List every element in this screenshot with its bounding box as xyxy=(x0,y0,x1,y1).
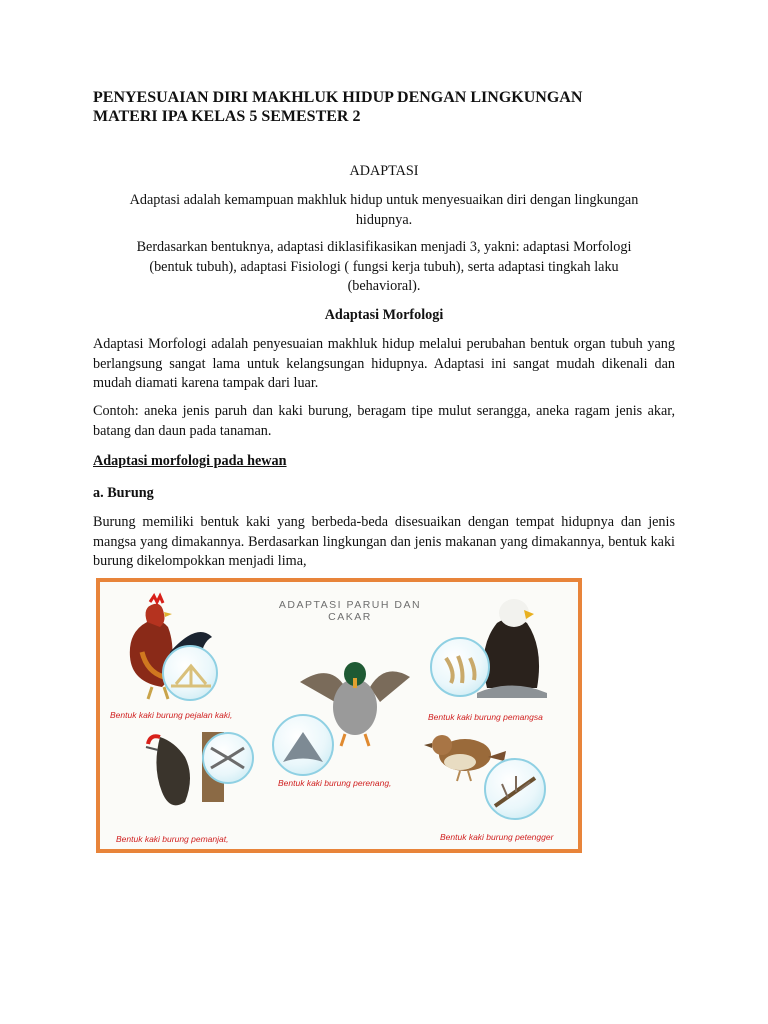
classification-paragraph xyxy=(93,238,675,297)
definition-line-1: Adaptasi adalah kemampuan makhluk hidup untuk menyesuaikan diri dengan lingkungan xyxy=(129,192,639,208)
definition-line-2: hidupnya. xyxy=(355,211,413,228)
document-title xyxy=(93,88,693,126)
subheading-hewan-text: Adaptasi morfologi pada hewan xyxy=(93,453,287,469)
caption-pemangsa: Bentuk kaki burung pemangsa xyxy=(428,712,543,722)
classification-line-1: Berdasarkan bentuknya, adaptasi diklasifikasikan menjadi 3, yakni: adaptasi Morfologi xyxy=(136,239,632,255)
pejalan-foot-icon xyxy=(166,654,216,694)
contoh-paragraph: Contoh: aneka jenis paruh dan kaki burung, beragam tipe mulut serangga, aneka ragam jenis akar, batang dan daun pada tanaman. xyxy=(93,403,675,439)
classification-line-3: (behavioral). xyxy=(347,278,421,294)
pemangsa-foot-icon xyxy=(436,648,486,688)
caption-perenang: Bentuk kaki burung perenang, xyxy=(278,778,392,788)
classification-line-2: (bentuk tubuh), adaptasi Fisiologi ( fungsi kerja tubuh), serta adaptasi tingkah laku xyxy=(149,258,619,275)
figure-title: ADAPTASI PARUH DAN CAKAR xyxy=(278,599,422,623)
perenang-foot-icon xyxy=(278,727,328,767)
item-burung: a. Burung xyxy=(93,485,154,501)
bird-adaptation-figure xyxy=(96,578,582,853)
pemanjat-foot-icon xyxy=(206,740,250,776)
heading-adaptasi: ADAPTASI xyxy=(349,163,419,179)
caption-petengger: Bentuk kaki burung petengger xyxy=(440,832,554,842)
title-line-1: PENYESUAIAN DIRI MAKHLUK HIDUP DENGAN LINGKUNGAN xyxy=(93,89,583,106)
caption-pejalan: Bentuk kaki burung pejalan kaki, xyxy=(110,710,233,720)
morfologi-paragraph: Adaptasi Morfologi adalah penyesuaian makhluk hidup melalui perubahan bentuk organ tubuh yang berlangsung sangat lama untuk kelangsungan hidupnya. Adaptasi ini sangat mudah dikenali dan mudah diamati karena tampak dari luar. xyxy=(93,336,675,391)
definition-paragraph xyxy=(93,191,675,230)
burung-paragraph: Burung memiliki bentuk kaki yang berbeda-beda disesuaikan dengan tempat hidupnya dan jenis mangsa yang dimakannya. Berdasarkan lingkungan dan jenis makanan yang dimakannya, bentuk kaki burung dikelompokkan menjadi lima, xyxy=(93,514,675,569)
title-line-2: MATERI IPA KELAS 5 SEMESTER 2 xyxy=(93,108,361,125)
subheading-hewan xyxy=(93,452,675,472)
heading-morfologi: Adaptasi Morfologi xyxy=(324,307,444,323)
petengger-foot-icon xyxy=(490,768,540,812)
caption-pemanjat: Bentuk kaki burung pemanjat, xyxy=(116,834,229,844)
